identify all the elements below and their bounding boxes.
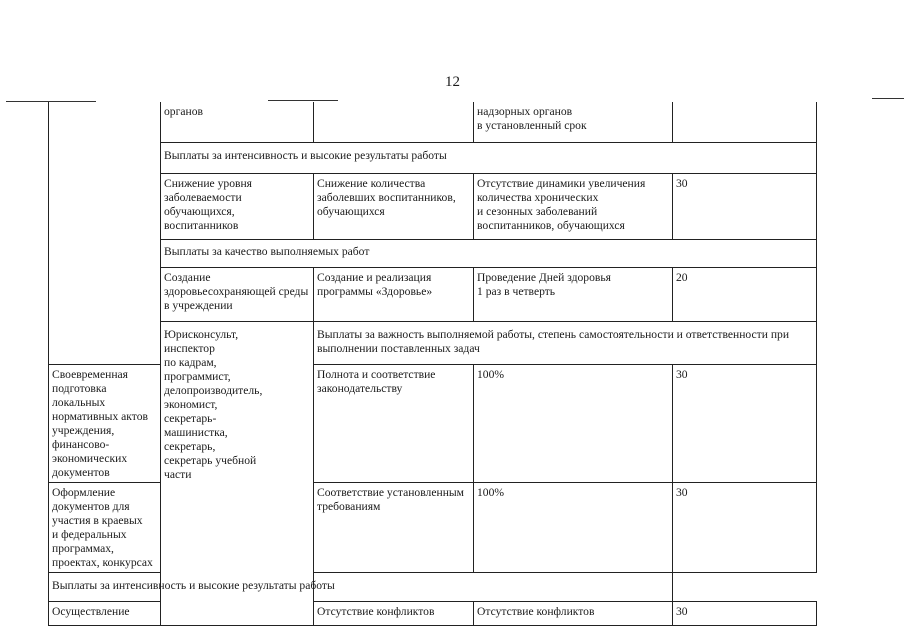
- points-cell: 30: [673, 601, 817, 625]
- indicator-cell: Осуществление: [49, 601, 161, 625]
- condition-cell: надзорных органов в установленный срок: [474, 102, 673, 142]
- criterion-cell: Полнота и соответствие законодательству: [314, 364, 474, 482]
- points-cell: 30: [673, 364, 817, 482]
- condition-cell: Отсутствие динамики увеличения количества хронических и сезонных заболеваний воспитанников, обучающихся: [474, 173, 673, 239]
- indicator-cell: органов: [161, 102, 314, 142]
- condition-cell: 100%: [474, 364, 673, 482]
- scan-artifact-line: [268, 100, 338, 101]
- indicator-cell: Создание здоровьесохраняющей среды в учреждении: [161, 267, 314, 321]
- table-row: [49, 321, 817, 364]
- condition-cell: 100%: [474, 482, 673, 572]
- criterion-cell: Соответствие установленным требованиям: [314, 482, 474, 572]
- section-row: [49, 142, 817, 173]
- page-number: 12: [445, 74, 460, 90]
- table-row: [49, 267, 817, 321]
- position-cell-empty: [49, 102, 161, 364]
- payments-table: [48, 102, 817, 626]
- criterion-cell: Создание и реализация программы «Здоровье»: [314, 267, 474, 321]
- table-row: [49, 173, 817, 239]
- section-heading: Выплаты за интенсивность и высокие результаты работы: [49, 572, 673, 601]
- section-row: [49, 239, 817, 267]
- position-cell: Юрисконсульт, инспектор по кадрам, программист, делопроизводитель, экономист, секретарь- машинистка, секретарь, секретарь учебной части: [161, 321, 314, 625]
- scan-artifact-line: [872, 98, 904, 99]
- section-heading: Выплаты за качество выполняемых работ: [161, 239, 817, 267]
- section-heading: Выплаты за интенсивность и высокие результаты работы: [161, 142, 817, 173]
- points-cell: [673, 102, 817, 142]
- points-cell: 20: [673, 267, 817, 321]
- criterion-cell: Отсутствие конфликтов: [314, 601, 474, 625]
- table-row: [49, 102, 817, 142]
- points-cell: 30: [673, 482, 817, 572]
- condition-cell: Отсутствие конфликтов: [474, 601, 673, 625]
- indicator-cell: Снижение уровня заболеваемости обучающихся, воспитанников: [161, 173, 314, 239]
- indicator-cell: Оформление документов для участия в краевых и федеральных программах, проектах, конкурсах: [49, 482, 161, 572]
- points-cell: 30: [673, 173, 817, 239]
- indicator-cell: Своевременная подготовка локальных нормативных актов учреждения, финансово-экономических документов: [49, 364, 161, 482]
- section-heading: Выплаты за важность выполняемой работы, степень самостоятельности и ответственности при выполнении поставленных задач: [314, 321, 817, 364]
- section-row: [49, 572, 817, 601]
- criterion-cell: [314, 102, 474, 142]
- condition-cell: Проведение Дней здоровья 1 раз в четверть: [474, 267, 673, 321]
- criterion-cell: Снижение количества заболевших воспитанников, обучающихся: [314, 173, 474, 239]
